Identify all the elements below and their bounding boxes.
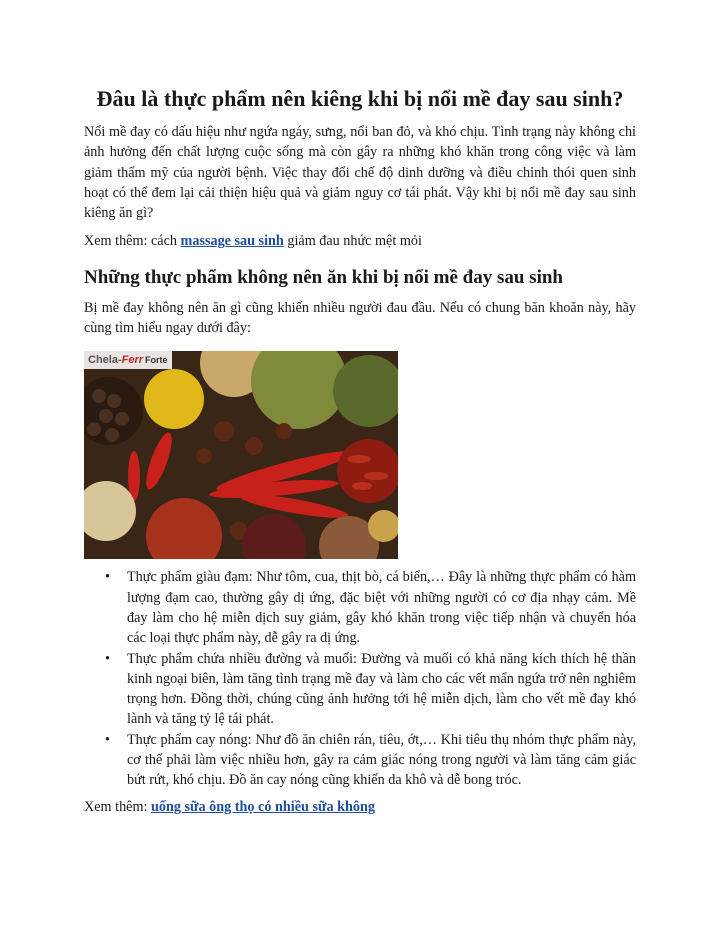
see-more-suffix: giảm đau nhức mệt mỏi [283,233,422,250]
see-more-milk [84,797,636,817]
spices-illustration [84,351,398,559]
chela-ferr-forte-logo: Chela-Ferr Forte [84,351,172,369]
list-item: • Thực phẩm giàu đạm: Như tôm, cua, thịt bò, cá biển,… Đây là những thực phẩm có hàm lượng đạm cao, thường gây dị ứng, đặc biệt với những người có cơ địa nhạy cảm. Mề đay làm cho hệ miễn dịch suy giảm, gây khó khăn trong việc tiếp nhận và chuyển hóa các loại thực phẩm này, dễ gây ra dị ứng. [105,569,636,647]
spices-photo [84,351,398,559]
section-intro: Bị mề đay không nên ăn gì cũng khiến nhiều người đau đầu. Nếu có chung băn khoăn này, hãy cùng tìm hiểu ngay dưới đây: [84,299,636,337]
list-item: • Thực phẩm cay nóng: Như đồ ăn chiên rán, tiêu, ớt,… Khi tiêu thụ nhóm thực phẩm này, cơ thể phải làm việc nhiều hơn, gây ra cảm giác nóng trong người và làm tăng cảm giác bứt rứt, khó chịu. Đồ ăn cay nóng cũng khiến da khô và dễ bong tróc. [105,731,636,789]
sua-ong-tho-link[interactable]: uống sữa ông thọ có nhiều sữa không [150,798,375,815]
section-heading: Những thực phẩm không nên ăn khi bị nổi mề đay sau sinh [84,266,563,288]
bullet-icon: • [105,731,110,748]
list-item: • Thực phẩm chứa nhiều đường và muối: Đường và muối có khả năng kích thích hệ thần kinh ngoại biên, làm tăng tình trạng mề đay và làm cho các vết mẩn ngứa trở nên nghiêm trọng hơn. Đồng thời, chúng cũng ảnh hưởng tới hệ miễn dịch, làm cho vết mề đay khó lành và tăng tỷ lệ tái phát. [105,650,636,728]
document-page [84,82,636,825]
see-more-prefix: Xem thêm: cách [84,233,181,250]
intro-paragraph: Nổi mề đay có dấu hiệu như ngứa ngáy, sưng, nổi ban đỏ, và khó chịu. Tình trạng này không chỉ ảnh hưởng đến chất lượng cuộc sống mà còn gây ra những khó khăn trong công việc và làm giảm thẩm mỹ của người bệnh. Việc thay đổi chế độ dinh dưỡng và điều chỉnh thói quen sinh hoạt có thể đem lại cải thiện hiệu quả và giảm nguy cơ tái phát. Vậy khi bị nổi mề đay sau sinh kiêng ăn gì? [84,124,636,222]
page-title: Đâu là thực phẩm nên kiêng khi bị nổi mề đay sau sinh? [96,86,624,111]
bullet-icon: • [105,569,110,586]
massage-sau-sinh-link[interactable]: massage sau sinh [180,233,284,250]
see-more-prefix: Xem thêm: [84,798,151,815]
see-more-massage [84,231,636,251]
food-list [84,567,636,790]
bullet-icon: • [105,650,110,667]
